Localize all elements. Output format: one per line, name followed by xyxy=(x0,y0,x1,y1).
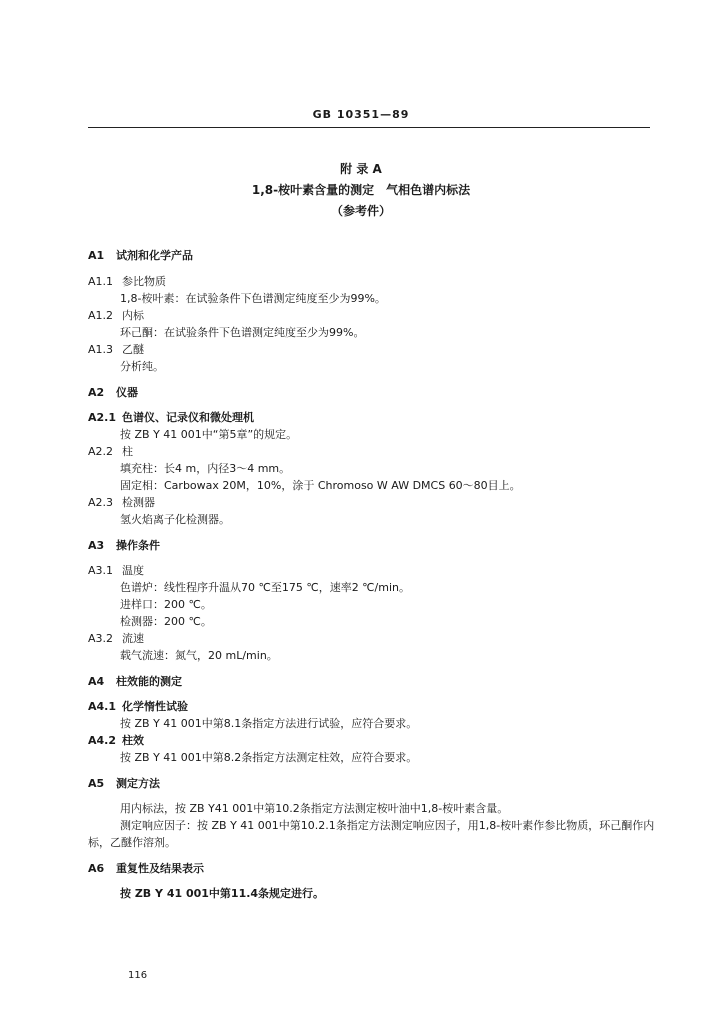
section-a1: A1 试剂和化学产品 xyxy=(88,249,193,262)
section-a2-3: A2.3 检测器 xyxy=(88,496,155,509)
section-a4: A4 柱效能的测定 xyxy=(88,675,182,688)
section-a2-1: A2.1 色谱仪、记录仪和微处理机 xyxy=(88,411,254,424)
section-a5-text-2: 测定响应因子：按 ZB Y 41 001中第10.2.1条指定方法测定响应因子，用1,8-桉叶素作参比物质，环己酮作内标，乙醚作溶剂。 xyxy=(88,819,655,849)
appendix-label: 附 录 A xyxy=(340,162,382,176)
section-a2-2-text-1: 填充柱：长4 m，内径3～4 mm。 xyxy=(120,462,291,475)
appendix-type: （参考件） xyxy=(330,204,391,218)
section-a1-3-text: 分析纯。 xyxy=(120,360,164,373)
section-a2-2-text-2: 固定相：Carbowax 20M，10%，涂于 Chromoso W AW DMCS 60～80目上。 xyxy=(120,479,521,492)
section-a6: A6 重复性及结果表示 xyxy=(88,862,204,875)
section-a4-1: A4.1 化学惰性试验 xyxy=(88,700,188,713)
section-a3: A3 操作条件 xyxy=(88,539,160,552)
section-a3-2: A3.2 流速 xyxy=(88,632,144,645)
section-a5-text-1: 用内标法，按 ZB Y41 001中第10.2条指定方法测定桉叶油中1,8-桉叶素含量。 xyxy=(120,802,509,815)
section-a2-3-text: 氢火焰离子化检测器。 xyxy=(120,513,230,526)
appendix-title: 1,8-桉叶素含量的测定 气相色谱内标法 xyxy=(251,183,471,197)
section-a1-1: A1.1 参比物质 xyxy=(88,275,166,288)
section-a3-2-text: 载气流速：氮气，20 mL/min。 xyxy=(120,649,278,662)
section-a1-2-text: 环己酮：在试验条件下色谱测定纯度至少为99%。 xyxy=(120,326,365,339)
section-a1-2: A1.2 内标 xyxy=(88,309,144,322)
section-a2: A2 仪器 xyxy=(88,386,138,399)
section-a3-1-text-2: 进样口：200 ℃。 xyxy=(120,598,212,611)
section-a5: A5 测定方法 xyxy=(88,777,160,790)
title-block xyxy=(0,160,722,223)
section-a6-text: 按 ZB Y 41 001中第11.4条规定进行。 xyxy=(120,887,325,900)
section-a3-1-text-1: 色谱炉：线性程序升温从70 ℃至175 ℃，速率2 ℃/min。 xyxy=(120,581,410,594)
section-a1-1-text: 1,8-桉叶素：在试验条件下色谱测定纯度至少为99%。 xyxy=(120,292,386,305)
header-rule xyxy=(88,127,650,128)
section-a4-1-text: 按 ZB Y 41 001中第8.1条指定方法进行试验，应符合要求。 xyxy=(120,717,418,730)
page-number: 116 xyxy=(128,970,148,981)
section-a2-1-text: 按 ZB Y 41 001中“第5章”的规定。 xyxy=(120,428,298,441)
section-a4-2: A4.2 柱效 xyxy=(88,734,144,747)
section-a2-2: A2.2 柱 xyxy=(88,445,133,458)
section-a3-1-text-3: 检测器：200 ℃。 xyxy=(120,615,212,628)
section-a3-1: A3.1 温度 xyxy=(88,564,144,577)
section-a1-3: A1.3 乙醚 xyxy=(88,343,144,356)
section-a4-2-text: 按 ZB Y 41 001中第8.2条指定方法测定柱效，应符合要求。 xyxy=(120,751,418,764)
standard-code: GB 10351—89 xyxy=(312,108,410,121)
